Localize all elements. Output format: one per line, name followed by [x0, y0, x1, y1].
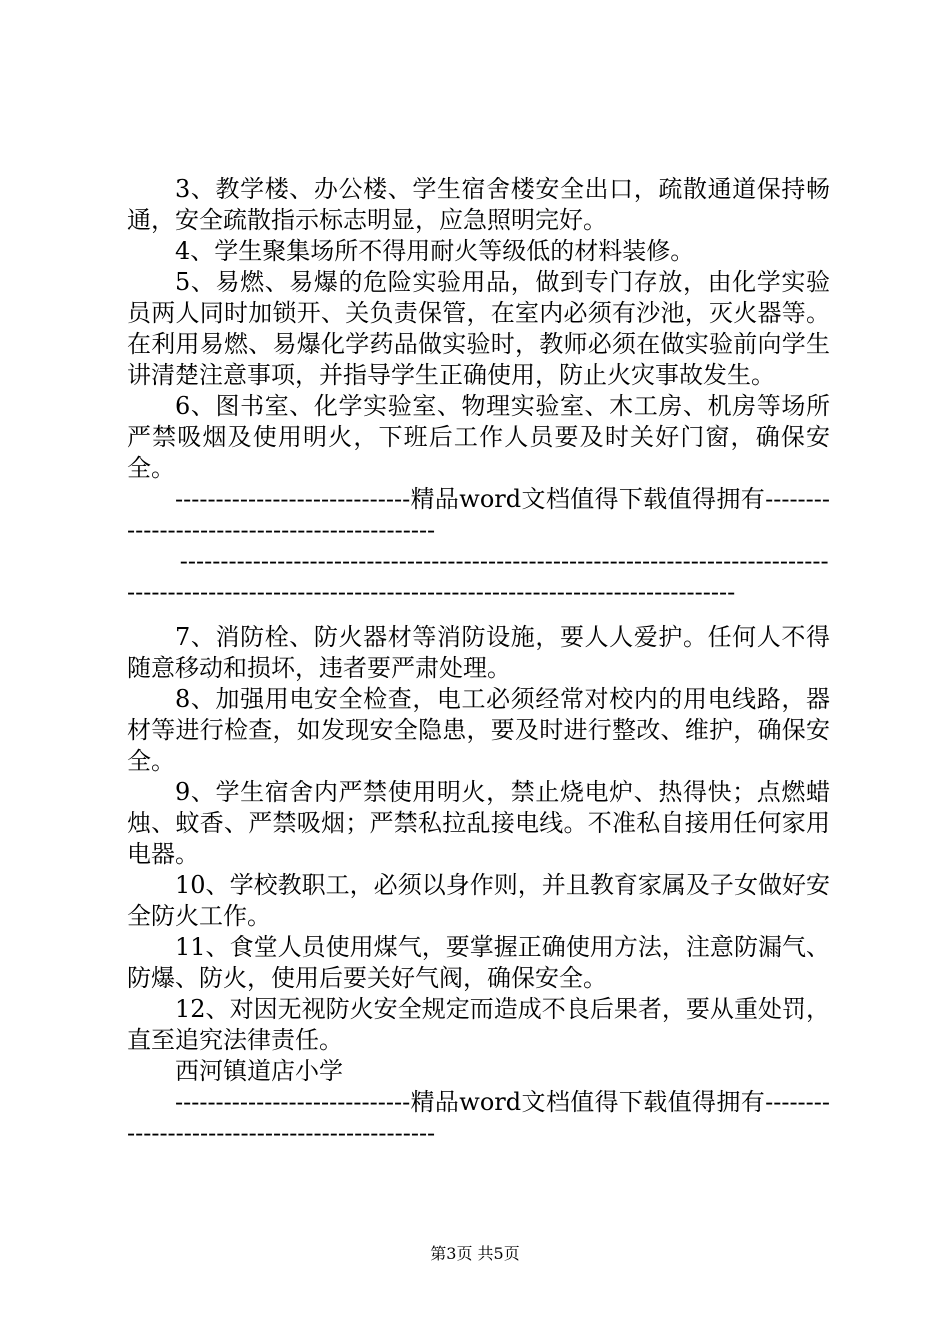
- paragraph-item-11: 11、食堂人员使用煤气，要掌握正确使用方法，注意防漏气、防爆、防火，使用后要关好气阀，确保安全。: [127, 933, 830, 992]
- document-body: [127, 174, 830, 1149]
- signature: 西河镇道店小学: [175, 1057, 343, 1085]
- paragraph-item-6: 6、图书室、化学实验室、物理实验室、木工房、机房等场所严禁吸烟及使用明火，下班后工作人员要及时关好门窗，确保安全。: [127, 392, 830, 482]
- page-footer: [0, 1244, 950, 1264]
- paragraph-item-10: 10、学校教职工，必须以身作则，并且教育家属及子女做好安全防火工作。: [127, 871, 830, 930]
- paragraph-item-8: 8、加强用电安全检查，电工必须经常对校内的用电线路，器材等进行检查，如发现安全隐患，要及时进行整改、维护，确保安全。: [127, 685, 830, 775]
- paragraph-item-3: 3、教学楼、办公楼、学生宿舍楼安全出口，疏散通道保持畅通，安全疏散指示标志明显，应急照明完好。: [127, 175, 830, 234]
- watermark-line: -----------------------------精品word文档值得下载值得拥有----------------------------------------------: [127, 485, 830, 544]
- paragraph-item-7: 7、消防栓、防火器材等消防设施，要人人爱护。任何人不得随意移动和损坏，违者要严肃处理。: [127, 623, 830, 682]
- spacer: [127, 608, 830, 622]
- dash-separator: -----------------------------------------------------------------------------------------------------------------------------------------------------------: [127, 547, 829, 606]
- paragraph-item-4: 4、学生聚集场所不得用耐火等级低的材料装修。: [175, 237, 695, 265]
- paragraph-item-5: 5、易燃、易爆的危险实验用品，做到专门存放，由化学实验员两人同时加锁开、关负责保管，在室内必须有沙池，灭火器等。在利用易燃、易爆化学药品做实验时，教师必须在做实验前向学生讲清楚注意事项，并指导学生正确使用，防止火灾事故发生。: [127, 268, 830, 389]
- paragraph-item-12: 12、对因无视防火安全规定而造成不良后果者，要从重处罚，直至追究法律责任。: [127, 995, 830, 1054]
- page-number: 第3页 共5页: [430, 1244, 520, 1263]
- watermark-line-bottom: -----------------------------精品word文档值得下载值得拥有----------------------------------------------: [127, 1088, 830, 1147]
- paragraph-item-9: 9、学生宿舍内严禁使用明火，禁止烧电炉、热得快；点燃蜡烛、蚊香、严禁吸烟；严禁私拉乱接电线。不准私自接用任何家用电器。: [127, 778, 830, 868]
